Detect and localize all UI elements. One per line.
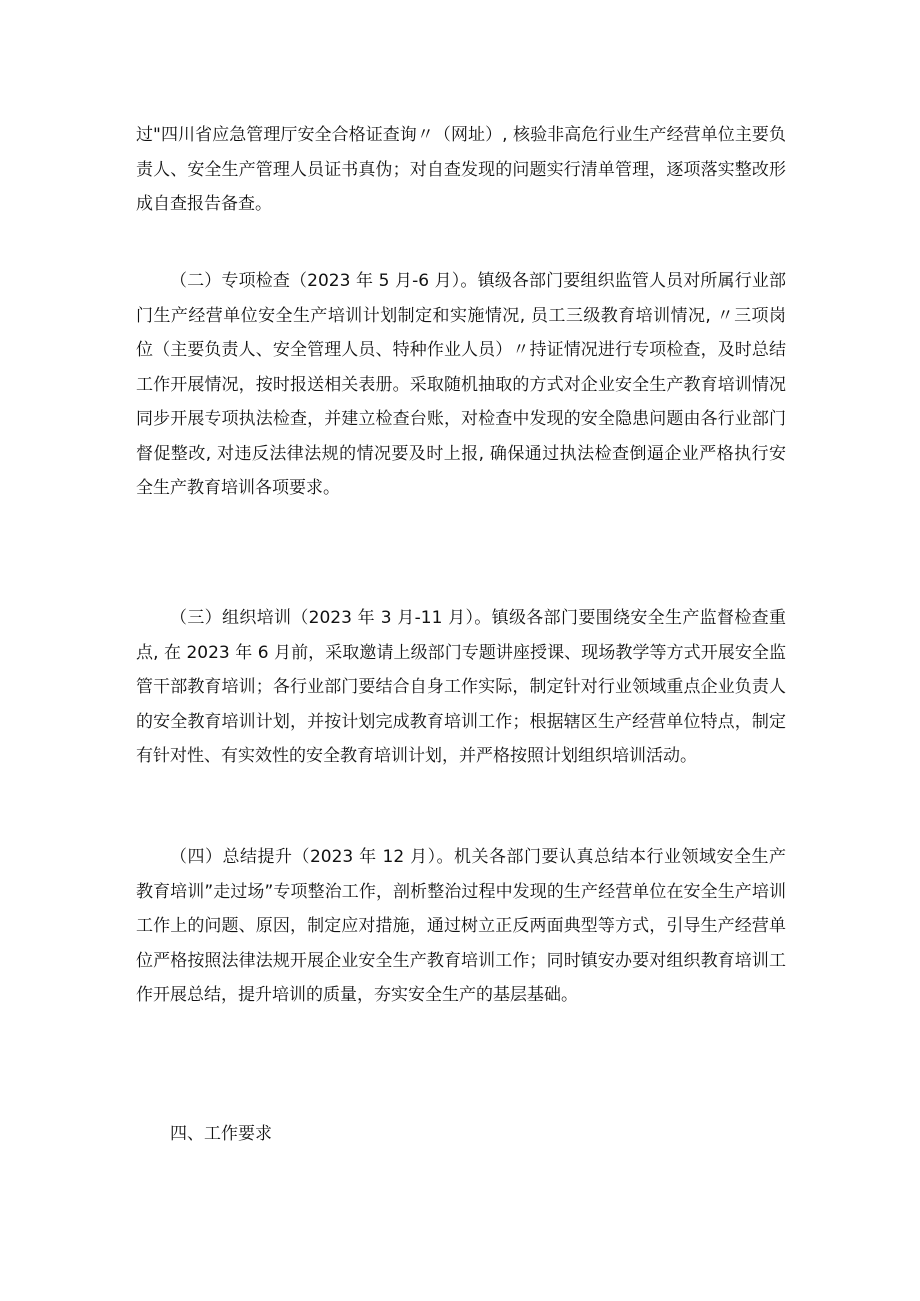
section-heading-work-requirements: 四、工作要求 <box>170 1124 272 1144</box>
paragraph-continuation: 过"四川省应急管理厅安全合格证查询〃（网址）, 核验非高危行业生产经营单位主要负责人、安全生产管理人员证书真伪；对自查发现的问题实行清单管理，逐项落实整改形成自查报告备查。 <box>136 125 786 214</box>
paragraph-special-inspection: （二）专项检查（2023 年 5 月-6 月）。镇级各部门要组织监管人员对所属行业部门生产经营单位安全生产培训计划制定和实施情况, 员工三级教育培训情况, 〃三项岗位（主要负责人、安全管理人员、特种作业人员）〃持证情况进行专项检查，及时总结工作开展情况，按时报送相关表册。采取随机抽取的方式对企业安全生产教育培训情况同步开展专项执法检查，并建立检查台账，对检查中发现的安全隐患问题由各行业部门督促整改, 对违反法律法规的情况要及时上报, 确保通过执法检查倒逼企业严格执行安全生产教育培训各项要求。 <box>136 271 786 498</box>
paragraph-summary-improvement: （四）总结提升（2023 年 12 月）。机关各部门要认真总结本行业领域安全生产教育培训”走过场”专项整治工作，剖析整治过程中发现的生产经营单位在安全生产培训工作上的问题、原因，制定应对措施，通过树立正反两面典型等方式，引导生产经营单位严格按照法律法规开展企业安全生产教育培训工作；同时镇安办要对组织教育培训工作开展总结，提升培训的质量，夯实安全生产的基层基础。 <box>136 847 786 1005</box>
paragraph-organize-training: （三）组织培训（2023 年 3 月-11 月）。镇级各部门要围绕安全生产监督检查重点, 在 2023 年 6 月前，采取邀请上级部门专题讲座授课、现场教学等方式开展安全监管干部教育培训；各行业部门要结合自身工作实际，制定针对行业领域重点企业负责人的安全教育培训计划，并按计划完成教育培训工作；根据辖区生产经营单位特点，制定有针对性、有实效性的安全教育培训计划，并严格按照计划组织培训活动。 <box>136 608 786 766</box>
